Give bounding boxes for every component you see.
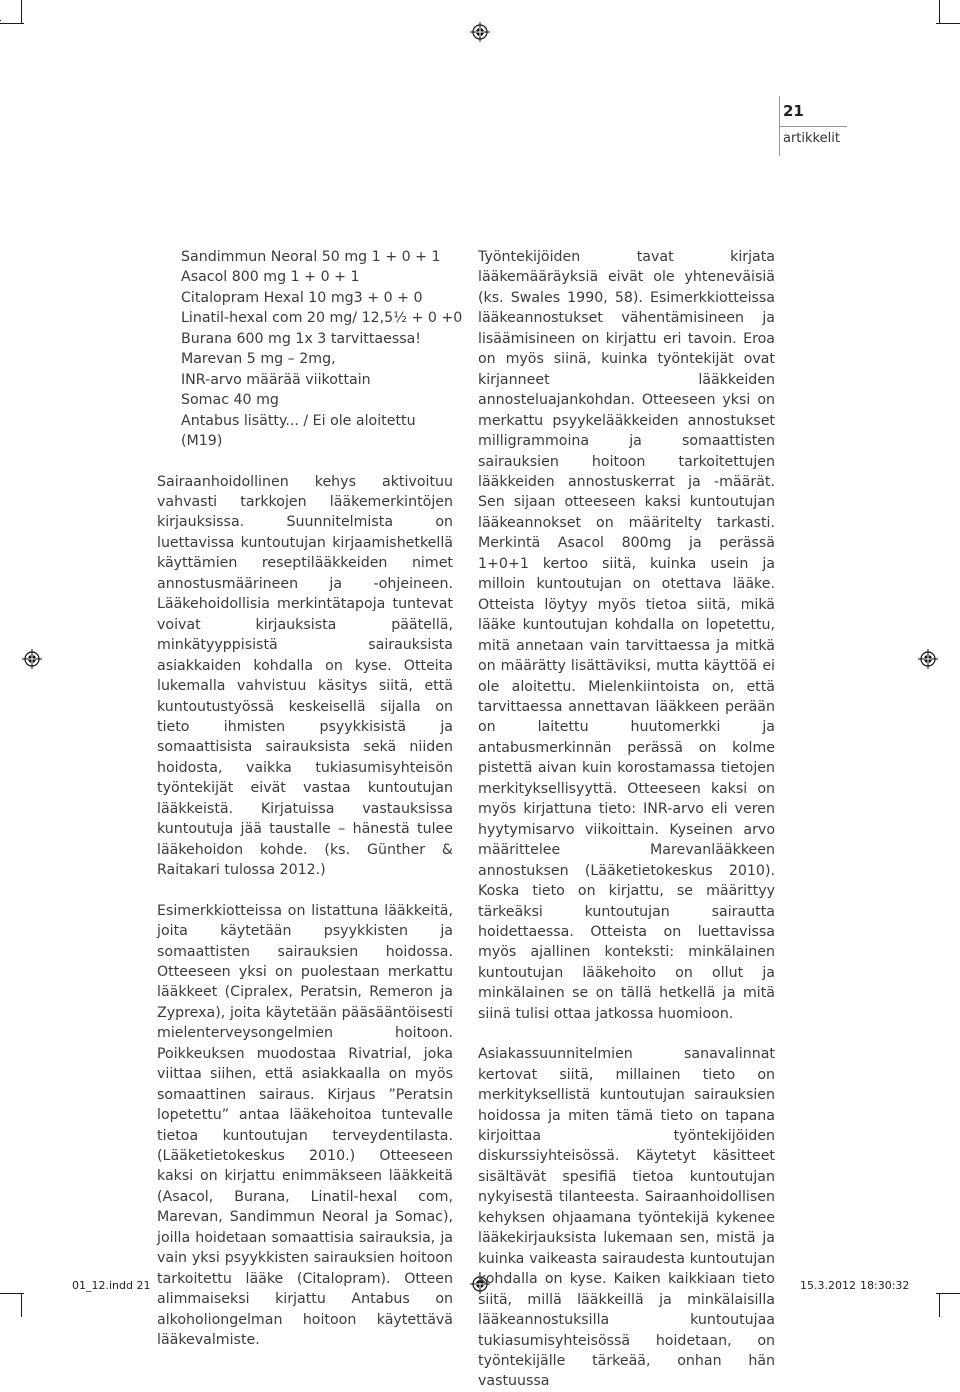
right-column xyxy=(478,247,775,1392)
body-paragraph: Esimerkkiotteissa on listattuna lääkkeitä, joita käytetään psyykkisten ja somaattisten sairauksien hoidossa. Otteeseen yksi on puolestaan merkattu lääkkeet (Cipralex, Peratsin, Remeron ja Zyprexa), joita käytetään pääsääntöisesti mielenterveysongelmien hoitoon. Poikkeuksen muodostaa Rivatrial, joka viittaa siihen, että asiakkaalla on myös somaattinen sairaus. Kirjaus ”Peratsin lopetettu” antaa lääkehoitoa tuntevalle tietoa kuntoutujan terveydentilasta. (Lääketietokeskus 2010.) Otteeseen kaksi on kirjattu enimmäkseen lääkkeitä (Asacol, Burana, Linatil-hexal com, Marevan, Sandimmun Neoral ja Somac), joilla hoidetaan somaattisia sairauksia, ja vain yksi psyykkisten sairauksien hoitoon tarkoitettu lääke (Citalopram). Otteen alimmaiseksi kirjattu Antabus on alkoholiongelman hoitoon käytettävä lääkevalmiste. xyxy=(157,902,453,1349)
medication-item: Linatil-hexal com 20 mg/ 12,5½ + 0 +0 xyxy=(181,310,463,327)
crop-mark-top-left-v xyxy=(21,0,22,24)
left-column xyxy=(157,247,463,1351)
medication-item: Asacol 800 mg 1 + 0 + 1 xyxy=(181,269,360,286)
medication-list xyxy=(157,247,463,452)
medication-item: Somac 40 mg xyxy=(181,392,279,409)
crop-mark-bottom-right-h xyxy=(936,1293,960,1294)
header-rule xyxy=(779,126,847,127)
crop-mark xyxy=(0,20,1,21)
medication-item: Citalopram Hexal 10 mg3 + 0 + 0 xyxy=(181,289,423,306)
section-label: artikkelit xyxy=(783,131,840,146)
page-number: 21 xyxy=(783,102,804,120)
registration-crosshair-icon xyxy=(470,22,490,42)
crop-mark-top-right-v xyxy=(939,0,940,24)
body-paragraph: Työntekijöiden tavat kirjata lääkemääräyksiä eivät ole yhteneväisiä (ks. Swales 1990, 58). Esimerkkiotteissa lääkeannostukset vähentämisineen ja lisäämisineen on kirjattu eri tavoin. Eroa on myös siinä, kuinka työntekijät ovat kirjanneet lääkkeiden annosteluajankohdan. Otteeseen yksi on merkattu psyykelääkkeiden annostukset milligrammoina ja somaattisten sairauksien hoitoon tarkoitettujen lääkkeiden annostuskerrat ja -määrät. Sen sijaan otteeseen kaksi kuntoutujan lääkeannokset on määritelty tarkasti. Merkintä Asacol 800mg ja perässä 1+0+1 kertoo siitä, kuinka usein ja milloin kuntoutujan on otettava lääke. Otteista löytyy myös tietoa siitä, mikä lääke kuntoutujan kohdalla on lopetettu, mitä annetaan vain tarvittaessa ja mitkä on määrätty lisättäviksi, mutta käyttöä ei ole aloitettu. Mielenkiintoista on, että tarvittaessa annettavan lääkkeen perään on laitettu huutomerkki ja antabusmerkinnän perässä on kolme pistettä aivan kuin korostamassa tietojen merkityksellisyyttä. Otteeseen kaksi on myös kirjattuna tieto: INR-arvo eli veren hyytymisarvo viikoittain. Kyseinen arvo määrittelee Marevanlääkkeen annostuksen (Lääketietokeskus 2010). Koska tieto on kirjattu, se määrittyy tärkeäksi kuntoutujan sairautta hoidettaessa. Otteista on luettavissa myös ajallinen konteksti: minkälainen kuntoutujan lääkehoito on ollut ja minkälainen se on tällä hetkellä ja mitä siinä tulisi ottaa jatkossa huomioon. xyxy=(478,249,775,1022)
medication-item: (M19) xyxy=(181,433,223,450)
medication-item: Marevan 5 mg – 2mg, xyxy=(181,351,336,368)
registration-crosshair-icon xyxy=(22,649,42,669)
medication-item: Antabus lisätty... / Ei ole aloitettu xyxy=(181,412,416,429)
registration-crosshair-icon xyxy=(918,649,938,669)
medication-item: Burana 600 mg 1x 3 tarvittaessa! xyxy=(181,330,421,347)
body-paragraph: Sairaanhoidollinen kehys aktivoituu vahvasti tarkkojen lääkemerkintöjen kirjauksissa. Suunnitelmista on luettavissa kuntoutujan kirjaamishetkellä käyttämien reseptilääkkeiden nimet annostusmäärineen ja -ohjeineen. Lääkehoidollisia merkintätapoja tuntevat voivat kirjauksista päätellä, minkätyyppisistä sairauksista asiakkaiden kohdalla on kyse. Otteita lukemalla vahvistuu käsitys siitä, että kuntoutustyössä keskeisellä sijalla on tieto ihmisten psyykkisistä ja somaattisista sairauksista sekä niiden hoidosta, vaikka tukiasumisyhteisön työntekijät eivät vastaa kuntoutujan lääkkeistä. Kirjatuissa vastauksissa kuntoutuja jää taustalle – hänestä tulee lääkehoidon kohde. (ks. Günther & Raitakari tulossa 2012.) xyxy=(157,473,453,879)
body-paragraph: Asiakassuunnitelmien sanavalinnat kertovat siitä, millainen tieto on merkityksellistä kuntoutujan sairauksien hoidossa ja miten tämä tieto on tapana kirjoittaa työntekijöiden diskurssiyhteisössä. Käytetyt käsitteet sisältävät spesifiä tietoa kuntoutujan nykyisestä tilanteesta. Sairaanhoidollisen kehyksen ohjaamana työntekijä kykenee lääkekirjauksista lukemaan sen, mistä ja kuinka vaikeasta sairaudesta kuntoutujan kohdalla on kyse. Kaiken kaikkiaan tieto siitä, millä lääkkeillä ja minkälaisilla lääkeannostuksilla kuntoutujaa tukiasumisyhteisössä hoidetaan, on työntekijälle tärkeää, onhan hän vastuussa xyxy=(478,1046,775,1390)
crop-mark-bottom-left-v xyxy=(21,1293,22,1317)
slug-time: 18:30:32 xyxy=(860,1279,910,1292)
crop-mark-top-right-h xyxy=(936,23,960,24)
slug-file: 01_12.indd 21 xyxy=(72,1279,151,1292)
crop-mark-bottom-left-h xyxy=(0,1293,24,1294)
slug-date: 15.3.2012 xyxy=(800,1279,856,1292)
medication-item: Sandimmun Neoral 50 mg 1 + 0 + 1 xyxy=(181,249,441,265)
crop-mark-top-left-h xyxy=(0,23,24,24)
medication-item: INR-arvo määrää viikottain xyxy=(181,371,371,388)
crop-mark-bottom-right-v xyxy=(939,1293,940,1317)
